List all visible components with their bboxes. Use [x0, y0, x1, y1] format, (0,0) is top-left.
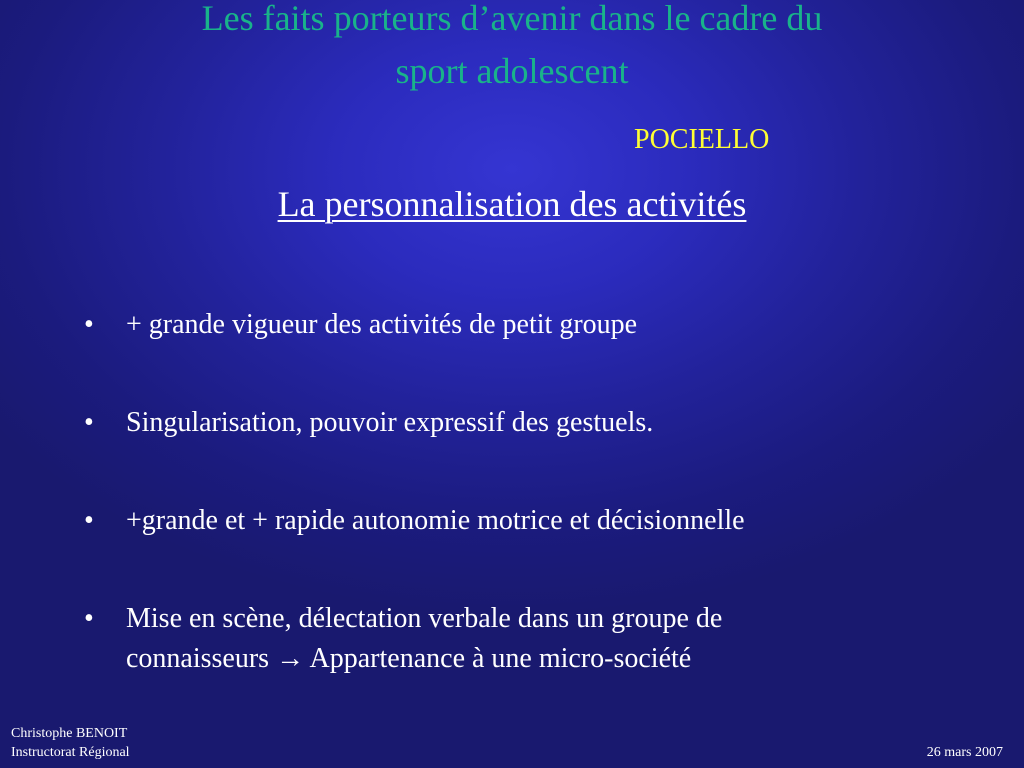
- bullet-dot: •: [84, 309, 94, 340]
- footer-date: 26 mars 2007: [926, 745, 1003, 760]
- slide-title: [60, 0, 964, 98]
- bullet-text: Singularisation, pouvoir expressif des gestuels.: [126, 407, 654, 438]
- bullet-text: + grande vigueur des activités de petit groupe: [126, 309, 638, 340]
- slide-title-line-2: sport adolescent: [395, 51, 629, 91]
- slide-title-line-1: Les faits porteurs d’avenir dans le cadre du: [201, 0, 823, 38]
- slide-subtitle: La personnalisation des activités: [277, 184, 747, 224]
- author-tag: POCIELLO: [634, 124, 770, 155]
- bullet-text-line-2: connaisseurs → Appartenance à une micro-société: [126, 643, 692, 674]
- bullet-dot: •: [84, 603, 94, 634]
- footer-author: [11, 724, 130, 762]
- footer-name: Christophe BENOIT: [11, 726, 128, 741]
- bullet-dot: •: [84, 505, 94, 536]
- bullet-text: [126, 599, 926, 679]
- bullet-text: +grande et + rapide autonomie motrice et décisionnelle: [126, 505, 745, 536]
- bullet-dot: •: [84, 407, 94, 438]
- bullet-text-line-1: Mise en scène, délectation verbale dans un groupe de: [126, 603, 723, 634]
- footer-role: Instructorat Régional: [11, 745, 130, 760]
